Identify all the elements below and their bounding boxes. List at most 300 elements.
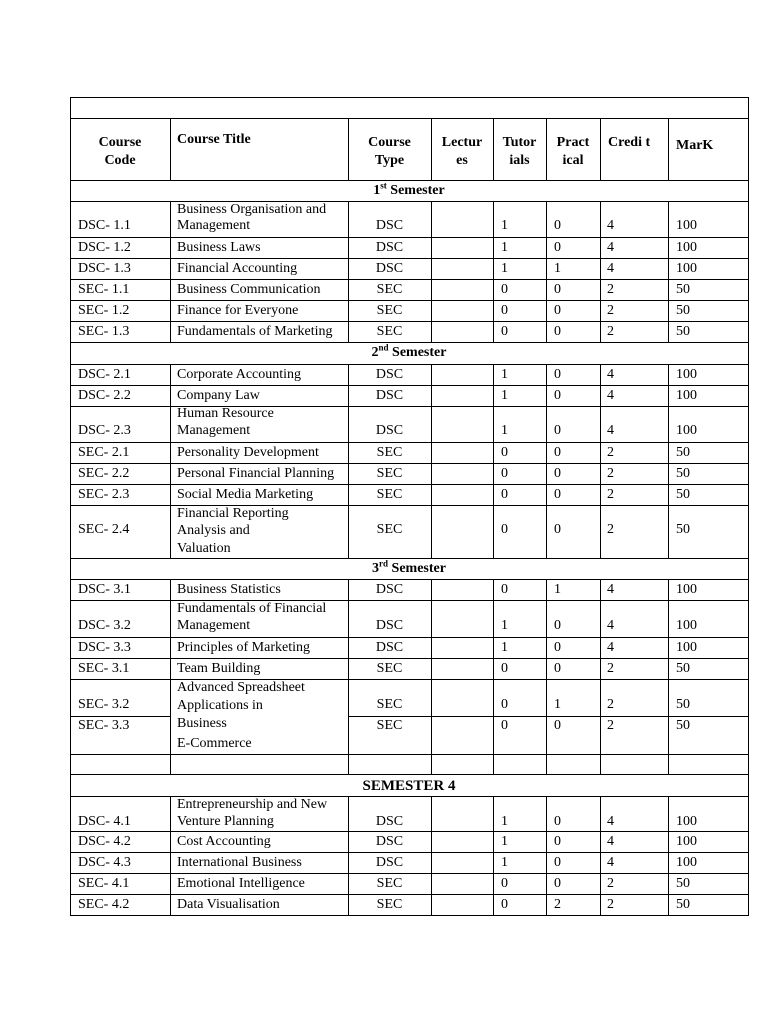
credit-value: 4 xyxy=(607,240,614,255)
tutorials-value: 0 xyxy=(501,876,508,891)
course-type: DSC xyxy=(375,240,404,255)
mark-value: 100 xyxy=(676,388,697,403)
column-border xyxy=(600,279,601,301)
course-type: SEC xyxy=(376,445,403,460)
column-border xyxy=(668,852,669,874)
course-title: Fundamentals of Financial xyxy=(177,601,327,616)
column-border xyxy=(170,300,171,322)
practical-value: 0 xyxy=(554,487,561,502)
practical-value: 0 xyxy=(554,618,561,633)
credit-value: 2 xyxy=(607,897,614,912)
practical-value: 0 xyxy=(554,834,561,849)
mark-value: 100 xyxy=(676,618,697,633)
column-border xyxy=(668,279,669,301)
column-border xyxy=(668,754,669,775)
practical-value: 1 xyxy=(554,261,561,276)
row-border xyxy=(70,658,749,659)
course-code: DSC- 4.3 xyxy=(78,855,131,870)
course-title: Principles of Marketing xyxy=(177,640,310,655)
course-type: SEC xyxy=(376,897,403,912)
row-border xyxy=(70,754,749,755)
column-border xyxy=(493,852,494,874)
column-border xyxy=(546,796,547,832)
row-border xyxy=(70,852,749,853)
tutorials-value: 1 xyxy=(501,618,508,633)
row-border xyxy=(70,201,749,202)
tutorials-value: 0 xyxy=(501,445,508,460)
column-border xyxy=(431,754,432,775)
credit-value: 4 xyxy=(607,640,614,655)
column-border xyxy=(600,637,601,659)
mark-value: 50 xyxy=(676,897,690,912)
practical-value: 0 xyxy=(554,814,561,829)
credit-value: 4 xyxy=(607,261,614,276)
column-border xyxy=(431,442,432,464)
column-border xyxy=(170,237,171,259)
column-border xyxy=(546,831,547,853)
column-border xyxy=(600,484,601,506)
credit-value: 2 xyxy=(607,876,614,891)
column-border xyxy=(546,279,547,301)
credit-value: 2 xyxy=(607,282,614,297)
column-border xyxy=(493,894,494,916)
header-course-type: Course xyxy=(368,135,411,150)
mark-value: 50 xyxy=(676,661,690,676)
course-code: SEC- 2.4 xyxy=(78,522,130,537)
column-border xyxy=(493,505,494,559)
course-type: DSC xyxy=(375,618,404,633)
column-border xyxy=(600,385,601,407)
column-border xyxy=(600,118,601,181)
course-title: Business Communication xyxy=(177,282,321,297)
credit-value: 4 xyxy=(607,388,614,403)
tutorials-value: 1 xyxy=(501,240,508,255)
header-tutorials: Tutor xyxy=(502,135,537,150)
column-border xyxy=(546,637,547,659)
column-border xyxy=(668,385,669,407)
column-border xyxy=(493,279,494,301)
row-border xyxy=(70,385,749,386)
semester-heading: 3rd Semester xyxy=(372,558,446,576)
row-border xyxy=(70,796,749,797)
column-border xyxy=(600,894,601,916)
practical-value: 0 xyxy=(554,303,561,318)
column-border xyxy=(170,637,171,659)
column-border xyxy=(493,321,494,343)
mark-value: 50 xyxy=(676,876,690,891)
course-title: Fundamentals of Marketing xyxy=(177,324,333,339)
column-border xyxy=(493,385,494,407)
column-border xyxy=(546,300,547,322)
course-type: SEC xyxy=(376,718,403,733)
practical-value: 0 xyxy=(554,718,561,733)
course-type: SEC xyxy=(376,466,403,481)
course-title: Financial Accounting xyxy=(177,261,298,276)
column-border xyxy=(493,484,494,506)
column-border xyxy=(431,463,432,485)
column-border xyxy=(600,679,601,755)
column-border xyxy=(668,258,669,280)
column-border xyxy=(668,679,669,755)
column-border xyxy=(170,118,171,181)
column-border xyxy=(493,796,494,832)
practical-value: 0 xyxy=(554,324,561,339)
column-border xyxy=(493,600,494,638)
column-border xyxy=(431,637,432,659)
column-border xyxy=(170,754,171,775)
credit-value: 2 xyxy=(607,303,614,318)
tutorials-value: 0 xyxy=(501,697,508,712)
course-code: SEC- 2.3 xyxy=(78,487,130,502)
credit-value: 2 xyxy=(607,487,614,502)
column-border xyxy=(668,364,669,386)
column-border xyxy=(170,658,171,680)
practical-value: 0 xyxy=(554,282,561,297)
column-border xyxy=(600,505,601,559)
column-border xyxy=(600,300,601,322)
tutorials-value: 1 xyxy=(501,261,508,276)
tutorials-value: 1 xyxy=(501,423,508,438)
column-border xyxy=(546,258,547,280)
course-code: DSC- 4.2 xyxy=(78,834,131,849)
course-code: SEC- 4.1 xyxy=(78,876,130,891)
column-border xyxy=(170,579,171,601)
course-title: Business Statistics xyxy=(177,582,281,597)
practical-value: 0 xyxy=(554,522,561,537)
mark-value: 100 xyxy=(676,261,697,276)
column-border xyxy=(493,579,494,601)
course-code: DSC- 2.3 xyxy=(78,423,131,438)
practical-value: 0 xyxy=(554,855,561,870)
row-border xyxy=(70,118,749,119)
column-border xyxy=(546,201,547,238)
course-title: Management xyxy=(177,218,251,233)
course-title: Venture Planning xyxy=(177,814,274,829)
course-type: SEC xyxy=(376,522,403,537)
header-credit: Credi t xyxy=(608,135,651,150)
course-type: SEC xyxy=(376,282,403,297)
course-title: Team Building xyxy=(177,661,261,676)
row-border xyxy=(70,894,749,895)
column-border xyxy=(170,679,171,755)
row-border xyxy=(70,180,749,181)
tutorials-value: 1 xyxy=(501,814,508,829)
tutorials-value: 1 xyxy=(501,388,508,403)
row-border xyxy=(70,600,749,601)
column-border xyxy=(170,258,171,280)
course-code: SEC- 2.1 xyxy=(78,445,130,460)
header-tutorials: ials xyxy=(509,153,530,168)
mark-value: 50 xyxy=(676,445,690,460)
course-code: SEC- 2.2 xyxy=(78,466,130,481)
column-border xyxy=(600,579,601,601)
column-border xyxy=(600,796,601,832)
column-border xyxy=(170,321,171,343)
mark-value: 50 xyxy=(676,487,690,502)
practical-value: 0 xyxy=(554,423,561,438)
header-course-code: Course xyxy=(98,135,142,150)
practical-value: 1 xyxy=(554,582,561,597)
course-title: Personal Financial Planning xyxy=(177,466,335,481)
column-border xyxy=(493,442,494,464)
column-border xyxy=(600,658,601,680)
column-border xyxy=(431,201,432,238)
mark-value: 100 xyxy=(676,367,697,382)
course-code: DSC- 2.2 xyxy=(78,388,131,403)
credit-value: 2 xyxy=(607,324,614,339)
course-type: DSC xyxy=(375,814,404,829)
row-border xyxy=(70,237,749,238)
credit-value: 2 xyxy=(607,718,614,733)
header-practical: Pract xyxy=(556,135,590,150)
column-border xyxy=(546,321,547,343)
tutorials-value: 0 xyxy=(501,582,508,597)
column-border xyxy=(431,679,432,755)
column-border xyxy=(600,600,601,638)
header-mark: MarK xyxy=(676,138,714,153)
course-title: Company Law xyxy=(177,388,260,403)
credit-value: 2 xyxy=(607,445,614,460)
column-border xyxy=(493,300,494,322)
practical-value: 0 xyxy=(554,240,561,255)
course-type: DSC xyxy=(375,367,404,382)
practical-value: 0 xyxy=(554,661,561,676)
course-code: SEC- 1.1 xyxy=(78,282,130,297)
practical-value: 0 xyxy=(554,640,561,655)
course-type: SEC xyxy=(376,697,403,712)
course-title: Business Organisation and xyxy=(177,202,327,217)
column-border xyxy=(493,658,494,680)
column-border xyxy=(431,505,432,559)
course-code: SEC- 3.3 xyxy=(78,718,130,733)
credit-value: 4 xyxy=(607,582,614,597)
row-border xyxy=(70,679,749,680)
column-border xyxy=(170,406,171,443)
tutorials-value: 0 xyxy=(501,324,508,339)
row-border xyxy=(70,97,749,98)
column-border xyxy=(668,600,669,638)
column-border xyxy=(668,796,669,832)
column-border xyxy=(431,237,432,259)
column-border xyxy=(170,505,171,559)
course-title: E-Commerce xyxy=(177,736,252,751)
practical-value: 0 xyxy=(554,445,561,460)
header-lectures: Lectur xyxy=(441,135,483,150)
course-title: Human Resource xyxy=(177,406,274,421)
tutorials-value: 1 xyxy=(501,218,508,233)
column-border xyxy=(493,364,494,386)
column-border xyxy=(668,484,669,506)
course-type: DSC xyxy=(375,261,404,276)
column-border xyxy=(600,321,601,343)
column-border xyxy=(668,637,669,659)
course-type: DSC xyxy=(375,834,404,849)
column-border xyxy=(431,364,432,386)
row-border xyxy=(70,637,749,638)
column-border xyxy=(546,406,547,443)
practical-value: 0 xyxy=(554,218,561,233)
column-border xyxy=(431,385,432,407)
column-border xyxy=(600,364,601,386)
column-border xyxy=(546,754,547,775)
mark-value: 100 xyxy=(676,814,697,829)
column-border xyxy=(493,406,494,443)
practical-value: 0 xyxy=(554,367,561,382)
column-border xyxy=(431,873,432,895)
column-border xyxy=(668,658,669,680)
column-border xyxy=(546,442,547,464)
course-title: Management xyxy=(177,618,251,633)
credit-value: 4 xyxy=(607,834,614,849)
credit-value: 4 xyxy=(607,855,614,870)
row-border xyxy=(70,873,749,874)
course-type: DSC xyxy=(375,423,404,438)
column-border xyxy=(431,484,432,506)
column-border xyxy=(546,600,547,638)
column-border xyxy=(600,831,601,853)
column-border xyxy=(170,852,171,874)
column-border xyxy=(668,118,669,181)
course-title: Corporate Accounting xyxy=(177,367,302,382)
header-lectures: es xyxy=(456,153,468,168)
course-title: Management xyxy=(177,423,251,438)
mark-value: 100 xyxy=(676,834,697,849)
column-border xyxy=(546,463,547,485)
column-border xyxy=(170,894,171,916)
row-border xyxy=(70,300,749,301)
row-border xyxy=(70,279,749,280)
course-title: Data Visualisation xyxy=(177,897,280,912)
course-code: SEC- 1.2 xyxy=(78,303,130,318)
tutorials-value: 0 xyxy=(501,718,508,733)
tutorials-value: 0 xyxy=(501,522,508,537)
column-border xyxy=(170,201,171,238)
column-border xyxy=(170,364,171,386)
row-border xyxy=(70,321,749,322)
column-border xyxy=(493,463,494,485)
mark-value: 50 xyxy=(676,324,690,339)
column-border xyxy=(600,442,601,464)
column-border xyxy=(668,831,669,853)
row-border xyxy=(70,579,749,580)
mark-value: 100 xyxy=(676,423,697,438)
column-border xyxy=(493,754,494,775)
course-code: DSC- 2.1 xyxy=(78,367,131,382)
course-type: SEC xyxy=(376,487,403,502)
column-border xyxy=(170,385,171,407)
tutorials-value: 1 xyxy=(501,855,508,870)
column-border xyxy=(431,406,432,443)
column-border xyxy=(546,894,547,916)
row-border xyxy=(70,364,749,365)
course-title: Social Media Marketing xyxy=(177,487,314,502)
column-border xyxy=(170,873,171,895)
column-border xyxy=(546,385,547,407)
course-type: DSC xyxy=(375,388,404,403)
column-border xyxy=(170,600,171,638)
row-border xyxy=(70,258,749,259)
course-title: Applications in xyxy=(177,698,263,713)
mark-value: 50 xyxy=(676,282,690,297)
course-type: DSC xyxy=(375,218,404,233)
course-code: SEC- 3.2 xyxy=(78,697,130,712)
credit-value: 4 xyxy=(607,423,614,438)
column-border xyxy=(170,463,171,485)
column-border xyxy=(431,852,432,874)
column-border xyxy=(493,831,494,853)
column-border xyxy=(431,258,432,280)
column-border xyxy=(546,237,547,259)
column-border xyxy=(668,873,669,895)
tutorials-value: 0 xyxy=(501,466,508,481)
column-border xyxy=(600,463,601,485)
course-type: SEC xyxy=(376,324,403,339)
column-border xyxy=(546,484,547,506)
column-border xyxy=(600,873,601,895)
row-border xyxy=(70,442,749,443)
course-title: Personality Development xyxy=(177,445,319,460)
course-title: International Business xyxy=(177,855,302,870)
column-border xyxy=(431,658,432,680)
practical-value: 0 xyxy=(554,388,561,403)
tutorials-value: 0 xyxy=(501,282,508,297)
column-border xyxy=(431,321,432,343)
column-border xyxy=(600,754,601,775)
column-border xyxy=(668,442,669,464)
practical-value: 0 xyxy=(554,466,561,481)
column-border xyxy=(546,679,547,755)
mark-value: 50 xyxy=(676,697,690,712)
header-practical: ical xyxy=(562,153,584,168)
column-border xyxy=(668,300,669,322)
semester-heading: 1st Semester xyxy=(373,180,445,198)
course-title: Financial Reporting xyxy=(177,506,289,521)
row-border xyxy=(348,716,749,717)
course-type: DSC xyxy=(375,582,404,597)
row-border xyxy=(70,463,749,464)
row-border xyxy=(70,558,749,559)
tutorials-value: 1 xyxy=(501,640,508,655)
column-border xyxy=(668,321,669,343)
column-border xyxy=(748,97,749,916)
column-border xyxy=(493,237,494,259)
column-border xyxy=(546,658,547,680)
column-border xyxy=(431,600,432,638)
column-border xyxy=(431,579,432,601)
tutorials-value: 0 xyxy=(501,661,508,676)
column-border xyxy=(348,679,349,755)
column-border xyxy=(493,258,494,280)
column-border xyxy=(546,873,547,895)
course-title: Entrepreneurship and New xyxy=(177,797,328,812)
course-type: SEC xyxy=(376,876,403,891)
column-border xyxy=(170,279,171,301)
course-title: Valuation xyxy=(177,541,231,556)
column-border xyxy=(170,796,171,832)
mark-value: 100 xyxy=(676,218,697,233)
tutorials-value: 1 xyxy=(501,367,508,382)
course-type: DSC xyxy=(375,855,404,870)
mark-value: 50 xyxy=(676,303,690,318)
column-border xyxy=(668,406,669,443)
column-border xyxy=(546,505,547,559)
course-type: DSC xyxy=(375,640,404,655)
practical-value: 2 xyxy=(554,897,561,912)
semester-heading: SEMESTER 4 xyxy=(362,778,456,794)
row-border xyxy=(70,831,749,832)
course-title: Analysis and xyxy=(177,523,250,538)
course-code: SEC- 4.2 xyxy=(78,897,130,912)
